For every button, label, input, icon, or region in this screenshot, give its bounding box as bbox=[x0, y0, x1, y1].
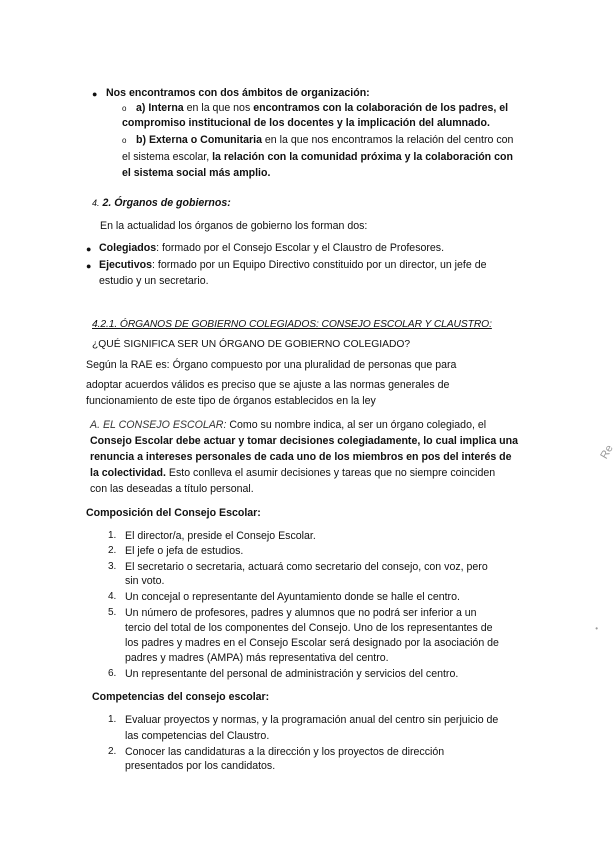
rae-line1: Según la RAE es: Órgano compuesto por una pluralidad de personas que para bbox=[86, 359, 457, 371]
competencias-item: Evaluar proyectos y normas, y la programación anual del centro sin perjuicio de bbox=[125, 714, 499, 726]
composicion-item: El director/a, preside el Consejo Escolar. bbox=[125, 530, 316, 542]
margin-dot: • bbox=[595, 624, 598, 633]
composicion-item: El secretario o secretaria, actuará como secretario del consejo, con voz, pero bbox=[125, 561, 488, 573]
ambitos-intro: Nos encontramos con dos ámbitos de organización: bbox=[106, 87, 370, 99]
consejo-line3: renuncia a intereses personales de cada uno de los miembros en pos del interés de bbox=[90, 451, 512, 463]
heading-colegiados: 4.2.1. ÓRGANOS DE GOBIERNO COLEGIADOS: CONSEJO ESCOLAR Y CLAUSTRO: bbox=[92, 319, 492, 330]
list-number: 5. bbox=[108, 607, 117, 618]
list-number: 1. bbox=[108, 714, 117, 725]
composicion-item: Un representante del personal de administración y servicios del centro. bbox=[125, 668, 459, 680]
ambito-externa-line2: el sistema escolar, la relación con la comunidad próxima y la colaboración con bbox=[122, 151, 513, 163]
rae-line2: adoptar acuerdos válidos es preciso que se ajuste a las normas generales de bbox=[86, 379, 450, 391]
bullet-icon: ● bbox=[86, 244, 92, 254]
competencias-item-cont: presentados por los candidatos. bbox=[125, 760, 276, 772]
composicion-item-cont: tercio del total de los componentes del Consejo. Uno de los representantes de bbox=[125, 622, 493, 634]
consejo-line1: A. EL CONSEJO ESCOLAR: Como su nombre indica, al ser un órgano colegiado, el bbox=[90, 419, 487, 431]
composicion-item: Un concejal o representante del Ayuntamiento donde se halle el centro. bbox=[125, 591, 460, 603]
list-number: 2. bbox=[108, 746, 117, 757]
composicion-heading: Composición del Consejo Escolar: bbox=[86, 507, 261, 519]
consejo-line2: Consejo Escolar debe actuar y tomar decisiones colegiadamente, lo cual implica una bbox=[90, 435, 519, 447]
organos-ejecutivos: Ejecutivos: formado por un Equipo Directivo constituido por un director, un jefe de bbox=[99, 259, 487, 271]
question-heading: ¿QUÉ SIGNIFICA SER UN ÓRGANO DE GOBIERNO COLEGIADO? bbox=[92, 339, 411, 350]
composicion-item-cont: sin voto. bbox=[125, 575, 165, 587]
circle-bullet-icon: o bbox=[122, 136, 127, 145]
ambito-externa-line3: el sistema social más amplio. bbox=[122, 167, 271, 179]
margin-comment-fragment: Re bbox=[598, 442, 616, 462]
composicion-item-cont: los padres y madres en el Consejo Escolar será designado por la asociación de bbox=[125, 637, 499, 649]
composicion-item: Un número de profesores, padres y alumnos que no podrá ser inferior a un bbox=[125, 607, 477, 619]
bullet-icon: ● bbox=[86, 261, 92, 271]
competencias-heading: Competencias del consejo escolar: bbox=[92, 691, 270, 703]
bullet-icon: ● bbox=[92, 89, 98, 99]
list-number: 6. bbox=[108, 668, 117, 679]
consejo-line5: con las deseadas a título personal. bbox=[90, 483, 254, 495]
ambito-interna: a) Interna en la que nos encontramos con la colaboración de los padres, el bbox=[136, 102, 509, 114]
list-number: 2. bbox=[108, 545, 117, 556]
list-number: 3. bbox=[108, 561, 117, 572]
circle-bullet-icon: o bbox=[122, 104, 127, 113]
ambito-externa: b) Externa o Comunitaria en la que nos encontramos la relación del centro con bbox=[136, 134, 514, 146]
organos-ejecutivos-line2: estudio y un secretario. bbox=[99, 275, 209, 287]
heading-organos: 4. 2. Órganos de gobiernos: bbox=[92, 197, 231, 209]
rae-line3: funcionamiento de este tipo de órganos establecidos en la ley bbox=[86, 395, 376, 407]
consejo-line4: la colectividad. Esto conlleva el asumir decisiones y tareas que no siempre coinciden bbox=[90, 467, 496, 479]
list-number: 4. bbox=[108, 591, 117, 602]
ambito-interna-line2: compromiso institucional de los docentes y la implicación del alumnado. bbox=[122, 117, 490, 129]
competencias-item-cont: las competencias del Claustro. bbox=[125, 730, 270, 742]
composicion-item-cont: padres y madres (AMPA) más representativa del centro. bbox=[125, 652, 389, 664]
composicion-item: El jefe o jefa de estudios. bbox=[125, 545, 244, 557]
competencias-item: Conocer las candidaturas a la dirección y los proyectos de dirección bbox=[125, 746, 445, 758]
organos-intro: En la actualidad los órganos de gobierno los forman dos: bbox=[100, 220, 368, 232]
list-number: 1. bbox=[108, 530, 117, 541]
organos-colegiados: Colegiados: formado por el Consejo Escolar y el Claustro de Profesores. bbox=[99, 242, 445, 254]
